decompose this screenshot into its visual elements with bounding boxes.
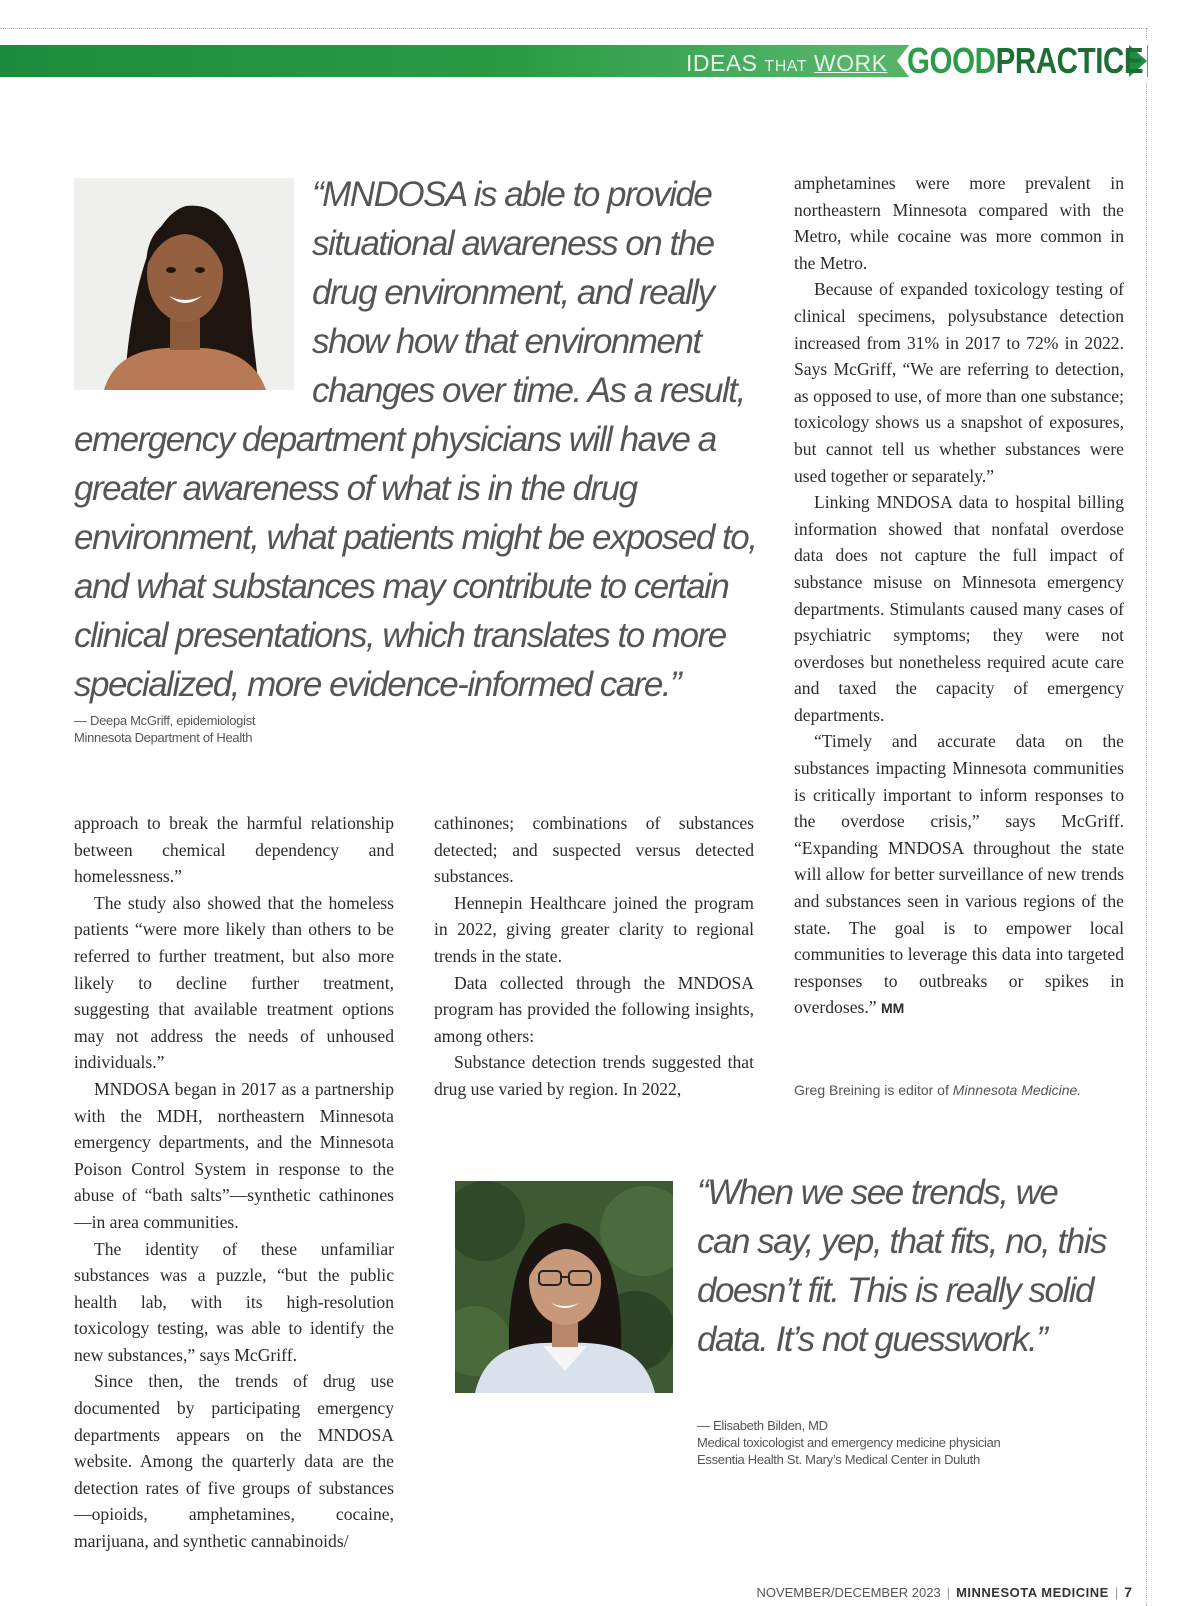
left-paragraph-4: The identity of these unfamiliar substances was a puzzle, “but the public health lab, with its high-resolution toxicology testing, was able to identify the new substances,” says McGriff. (74, 1238, 394, 1365)
top-dotted-rule (0, 28, 1148, 29)
author-byline (794, 1082, 1081, 1098)
middle-paragraph-2: Hennepin Healthcare joined the program in 2022, giving greater clarity to regional trends in the state. (434, 892, 754, 966)
byline-publication: Minnesota Medicine. (952, 1082, 1082, 1098)
portrait-photo-deepa-mcgriff (74, 178, 294, 390)
banner-ideas-that-work (686, 50, 887, 80)
banner-word-work: WORK (813, 50, 888, 76)
attribution-1-org: Minnesota Department of Health (74, 730, 253, 745)
footer-issue: NOVEMBER/DECEMBER 2023 (756, 1585, 941, 1600)
middle-paragraph-3: Data collected through the MNDOSA program has provided the following insights, among others: (434, 972, 754, 1046)
left-paragraph-1: approach to break the harmful relationship between chemical dependency and homelessness.” (74, 813, 394, 887)
footer-separator-2: | (1114, 1585, 1119, 1600)
right-paragraph-4-text: “Timely and accurate data on the substances impacting Minnesota communities is critically important to inform responses to the overdose crisis,” says McGriff. “Expanding MNDOSA throughout the state will allow for better surveillance of new trends and substances seen in various regions of the state. The goal is to empower local communities to leverage this data into targeted responses to outbreaks or spikes in overdoses.” (794, 731, 1124, 1018)
pull-quote-2: “When we see trends, we can say, yep, that fits, no, this doesn’t fit. This is really solid data. It’s not guesswork.” (697, 1173, 1106, 1359)
left-paragraph-5: Since then, the trends of drug use documented by participating emergency departments appears on the MNDOSA website. Among the quarterly data are the detection rates of five groups of substances—opioids, amphetamines, cocaine, marijuana, and synthetic cannabinoids/ (74, 1371, 394, 1552)
middle-paragraph-1: cathinones; combinations of substances detected; and suspected versus detected substances. (434, 813, 754, 887)
practice-word: PRACTICE (995, 40, 1144, 81)
body-column-right (794, 170, 1124, 1022)
footer-magazine: MINNESOTA MEDICINE (956, 1585, 1109, 1600)
good-practice-title (907, 39, 1143, 83)
pull-quote-1-part-a: “MNDOSA is able to provide situational awareness on the drug environment, and really show how that environment changes over time. As a result, (312, 175, 745, 410)
attribution-1-name: — Deepa McGriff, epidemiologist (74, 713, 256, 728)
right-dotted-rule (1146, 28, 1147, 1606)
attribution-2-org: Essentia Health St. Mary’s Medical Center in Duluth (697, 1452, 980, 1467)
body-column-middle (434, 810, 754, 1103)
footer-separator-1: | (946, 1585, 951, 1600)
pull-quote-1-part-b: emergency department physicians will have a greater awareness of what is in the drug environment, what patients might be exposed to, and what substances may contribute to certain clinical presentations, which translates to more specialized, more evidence-informed care.” (74, 420, 757, 704)
left-paragraph-3: MNDOSA began in 2017 as a partnership with the MDH, northeastern Minnesota emergency departments, and the Minnesota Poison Control System in response to the abuse of “bath salts”—synthetic cathinones—in area communities. (74, 1078, 394, 1232)
left-paragraph-2: The study also showed that the homeless patients “were more likely than others to be referred to further treatment, but also more likely to decline further treatment, suggesting that available treatment options may not address the needs of unhoused individuals.” (74, 892, 394, 1073)
byline-prefix: Greg Breining is editor of (794, 1082, 953, 1098)
end-mark: MM (880, 1000, 905, 1017)
page-number: 7 (1124, 1584, 1132, 1600)
page-footer (756, 1584, 1132, 1600)
pull-quote-2-attribution (697, 1417, 1000, 1468)
banner-word-that: THAT (764, 58, 808, 75)
middle-paragraph-4: Substance detection trends suggested that drug use varied by region. In 2022, (434, 1052, 754, 1099)
banner-word-ideas: IDEAS (686, 50, 758, 76)
good-word: GOOD (907, 40, 996, 81)
right-paragraph-4 (794, 728, 1124, 1022)
portrait-photo-elisabeth-bilden (455, 1181, 673, 1393)
attribution-2-name: — Elisabeth Bilden, MD (697, 1418, 828, 1433)
right-paragraph-3: Linking MNDOSA data to hospital billing information showed that nonfatal overdose data does not capture the full impact of substance misuse on Minnesota emergency departments. Stimulants caused many cases of psychiatric symptoms; they were not overdoses but nonetheless required acute care and taxed the capacity of emergency departments. (794, 492, 1124, 725)
attribution-2-title: Medical toxicologist and emergency medicine physician (697, 1435, 1001, 1450)
body-column-left (74, 810, 394, 1555)
right-paragraph-2: Because of expanded toxicology testing of clinical specimens, polysubstance detection increased from 31% in 2017 to 72% in 2022. Says McGriff, “We are referring to detection, as opposed to use, of more than one substance; toxicology shows us a snapshot of exposures, but cannot tell us whether substances were used together or separately.” (794, 279, 1124, 486)
right-paragraph-1: amphetamines were more prevalent in northeastern Minnesota compared with the Metro, while cocaine was more common in the Metro. (794, 173, 1124, 273)
pull-quote-1-attribution (74, 712, 255, 746)
